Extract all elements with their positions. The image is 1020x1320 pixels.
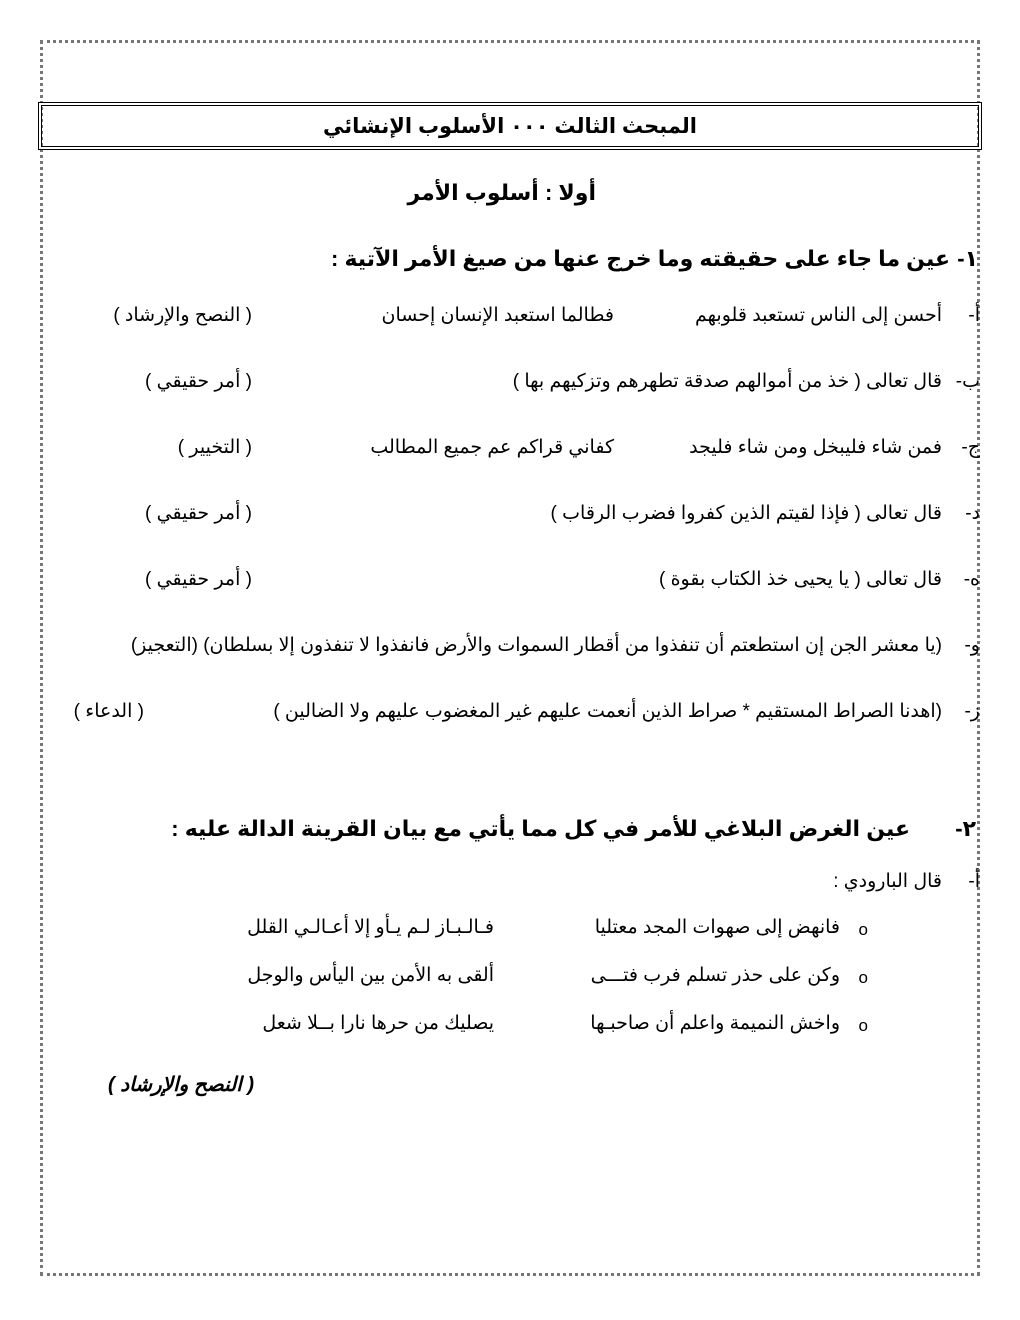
bullet-icon: o — [858, 1016, 868, 1035]
q1-item-letter: د- — [965, 503, 980, 524]
q1-item-text: فمن شاء فليبخل ومن شاء فليجد — [689, 437, 942, 458]
q1-item-text: قال تعالى ( يا يحيى خذ الكتاب بقوة ) — [659, 569, 942, 590]
q1-item-answer: ( أمر حقيقي ) — [145, 371, 252, 392]
q2-answer: ( النصح والإرشاد ) — [108, 1074, 254, 1096]
q1-item-text: (اهدنا الصراط المستقيم * صراط الذين أنعمت عليهم غير المغضوب عليهم ولا الضالين ) — [273, 701, 942, 722]
q1-item-letter: و- — [964, 635, 980, 656]
verse-second-half: ألقى به الأمن بين اليأس والوجل — [247, 965, 494, 986]
q1-number: ١- — [957, 246, 978, 271]
bullet-icon: o — [858, 968, 868, 987]
q1-item-letter: أ- — [968, 305, 980, 326]
q1-item-text: قال تعالى ( فإذا لقيتم الذين كفروا فضرب الرقاب ) — [550, 503, 942, 524]
q1-item-answer: ( الدعاء ) — [73, 701, 144, 722]
verse-first-half: وكن على حذر تسلم فرب فتـــى — [590, 965, 840, 986]
q1-item-answer: ( النصح والإرشاد ) — [113, 305, 252, 326]
q1-item-text: (يا معشر الجن إن استطعتم أن تنفذوا من أقطار السموات والأرض فانفذوا لا تنفذون إلا بسلطان) (التعجيز) — [130, 635, 942, 656]
q1-item-text: أحسن إلى الناس تستعبد قلوبهم — [695, 305, 942, 326]
q1-item-letter: ج- — [961, 437, 980, 458]
q2-prompt: عين الغرض البلاغي للأمر في كل مما يأتي مع بيان القرينة الدالة عليه : — [171, 816, 910, 841]
section-subtitle: أولا : أسلوب الأمر — [407, 180, 596, 205]
q1-item-answer: ( أمر حقيقي ) — [145, 569, 252, 590]
q1-item-letter: ز- — [964, 701, 980, 722]
page-title: المبحث الثالث ٠٠٠ الأسلوب الإنشائي — [38, 102, 982, 150]
q1-item-answer: ( التخيير ) — [177, 437, 252, 458]
verse-second-half: يصليك من حرها نارا بــلا شعل — [262, 1013, 494, 1034]
verse-second-half: فـالـبـاز لـم يـأو إلا أعـالـي القلل — [247, 917, 494, 938]
q2-sub-letter: أ- — [968, 871, 980, 892]
verse-first-half: واخش النميمة واعلم أن صاحبـها — [590, 1013, 840, 1034]
bullet-icon: o — [858, 920, 868, 939]
q1-prompt: عين ما جاء على حقيقته وما خرج عنها من صيغ الأمر الآتية : — [331, 246, 950, 271]
q1-item-answer: ( أمر حقيقي ) — [145, 503, 252, 524]
verse-first-half: فانهض إلى صهوات المجد معتليا — [594, 917, 840, 938]
q1-item-text2: كفاني قراكم عم جميع المطالب — [370, 437, 614, 458]
q2-number: ٢- — [955, 816, 976, 841]
q1-item-letter: ب- — [955, 371, 980, 392]
q2-sub-text: قال البارودي : — [833, 871, 942, 892]
q1-item-text: قال تعالى ( خذ من أموالهم صدقة تطهرهم وتزكيهم بها ) — [512, 371, 942, 392]
q1-item-letter: ه- — [963, 569, 980, 590]
q1-item-text2: فطالما استعبد الإنسان إحسان — [381, 305, 614, 326]
